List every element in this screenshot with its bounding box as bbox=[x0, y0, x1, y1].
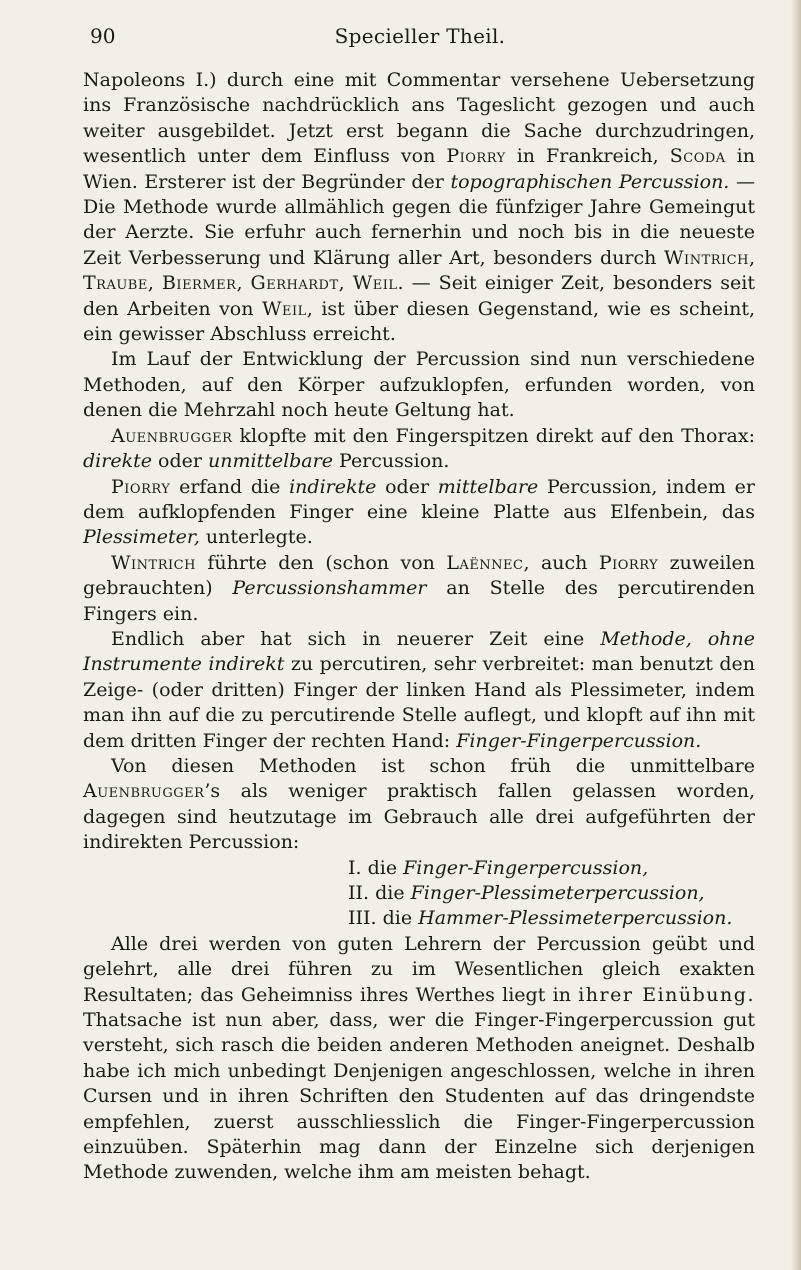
paragraph-wintrich bbox=[83, 551, 755, 627]
running-head: Specieller Theil. bbox=[334, 24, 506, 48]
spaced-emphasis: ihrer Einübung. bbox=[578, 983, 755, 1006]
text-run: Percussion, indem er dem aufklopfenden Finger eine kleine Platte aus Elfenbein, das bbox=[83, 475, 755, 523]
text-run: erfand die bbox=[170, 475, 290, 498]
list-number: II. die bbox=[348, 882, 411, 904]
author-name: Gerhardt bbox=[250, 272, 339, 295]
paragraph-current-use bbox=[83, 754, 755, 856]
text-run: , bbox=[236, 272, 251, 295]
text-run: klopfte mit den Fingerspitzen direkt auf den Thorax: bbox=[232, 424, 755, 447]
author-name: Weil bbox=[262, 297, 307, 320]
emphasis: Percussionshammer bbox=[232, 577, 427, 600]
method-name: Finger-Plessimeterpercussion, bbox=[410, 882, 705, 904]
text-run: zu percutiren, sehr verbreitet: man benutzt den Zeige- (oder dritten) Finger der linken Hand als Plessimeter, indem man ihn auf die zu percutirende Stelle auflegt, und klopft auf ihn mit dem dritten Finger der rechten Hand: bbox=[83, 653, 755, 752]
emphasis: Methode, ohne Instrumente indirekt bbox=[83, 627, 756, 676]
page-header bbox=[90, 24, 750, 52]
author-name: Auenbrugger bbox=[111, 424, 233, 447]
paragraph-recommendation bbox=[83, 932, 755, 1186]
list-number: III. die bbox=[348, 907, 419, 930]
methods-list bbox=[83, 856, 755, 932]
text-run: an Stelle des percutirenden Fingers ein. bbox=[83, 577, 755, 625]
list-item bbox=[348, 856, 755, 881]
text-run: Napoleons I.) durch eine mit Commentar versehene Uebersetzung ins Französische nachdrücklich ans Tageslicht gezogen und auch weiter ausgebildet. Jetzt erst begann die Sache durchzudringen, wesentlich unter dem Einfluss von bbox=[83, 69, 755, 168]
text-run: , bbox=[147, 272, 162, 295]
emphasis: Finger-Fingerpercussion. bbox=[456, 729, 702, 752]
text-run: , bbox=[748, 246, 755, 269]
text-run: , auch bbox=[523, 551, 599, 574]
paragraph-auenbrugger bbox=[83, 424, 755, 475]
page-number: 90 bbox=[90, 24, 116, 48]
text-run: oder bbox=[151, 450, 208, 473]
list-number: I. die bbox=[348, 856, 404, 879]
emphasis: topographischen Percussion. bbox=[450, 170, 730, 193]
text-run: . — Seit einiger Zeit, besonders seit den Arbeiten von bbox=[83, 272, 755, 320]
author-name: Piorry bbox=[446, 145, 506, 168]
emphasis: unmittelbare bbox=[207, 450, 333, 473]
paragraph-piorry bbox=[83, 475, 755, 551]
text-run: in Wien. Ersterer ist der Begründer der bbox=[83, 145, 756, 193]
text-run: Thatsache ist nun aber, dass, wer die Finger-Fingerpercussion gut versteht, sich rasch die beiden anderen Methoden aneignet. Deshalb habe ich mich unbedingt Denjenigen angeschlossen, welche in ihren Cursen und in ihren Schriften den Studenten auf das dringendste empfehlen, zuerst ausschliesslich die Finger-Fingerpercussion einzuüben. Späterhin mag dann der Einzelne sich derjenigen Methode zuwenden, welche ihm am meisten behagt. bbox=[83, 1009, 755, 1184]
text-run: unterlegte. bbox=[199, 526, 313, 549]
text-run: — Die Methode wurde allmählich gegen die fünfziger Jahre Gemeingut der Aerzte. Sie erfuhr auch fernerhin und noch bis in die neueste Zeit Verbesserung und Klärung aller Art, besonders durch bbox=[83, 170, 755, 269]
author-name: Auenbrugger bbox=[83, 780, 205, 803]
text-run: Endlich aber hat sich in neuerer Zeit eine bbox=[111, 627, 601, 650]
text-run: Von diesen Methoden ist schon früh die unmittelbare bbox=[111, 754, 755, 777]
author-name: Wintrich bbox=[111, 551, 196, 574]
author-name: Biermer bbox=[161, 272, 237, 295]
emphasis: mittelbare bbox=[437, 475, 539, 498]
emphasis: direkte bbox=[83, 450, 152, 473]
method-name: Finger-Fingerpercussion, bbox=[403, 856, 649, 879]
author-name: Traube bbox=[83, 272, 148, 295]
paragraph-history bbox=[83, 68, 755, 347]
author-name: Weil bbox=[352, 272, 398, 295]
paragraph-finger-method bbox=[83, 627, 755, 754]
method-name: Hammer-Plessimeterpercussion. bbox=[418, 907, 733, 930]
emphasis: indirekte bbox=[289, 475, 377, 498]
body-text bbox=[83, 68, 755, 1186]
paragraph-methods-intro: Im Lauf der Entwicklung der Percussion sind nun verschiedene Methoden, auf den Körper aufzuklopfen, erfunden worden, von denen die Mehrzahl noch heute Geltung hat. bbox=[83, 348, 755, 422]
list-item bbox=[348, 881, 755, 906]
author-name: Piorry bbox=[111, 475, 171, 498]
author-name: Piorry bbox=[598, 551, 659, 574]
list-item bbox=[348, 906, 755, 931]
author-name: Laënnec bbox=[446, 551, 524, 574]
text-run: , bbox=[338, 272, 353, 295]
text-run: in Frankreich, bbox=[505, 145, 670, 168]
text-run: oder bbox=[376, 475, 438, 498]
text-run: Alle drei werden von guten Lehrern der Percussion geübt und gelehrt, alle drei führen zu im Wesentlichen gleich exakten Resultaten; das Geheimniss ihres Werthes liegt in bbox=[83, 932, 755, 1006]
author-name: Scoda bbox=[669, 145, 726, 168]
text-run: ’s als weniger praktisch fallen gelassen worden, dagegen sind heutzutage im Gebrauch alle drei aufgeführten der indirekten Percussion: bbox=[83, 780, 755, 854]
text-run: Percussion. bbox=[332, 450, 450, 473]
text-run: zuweilen gebrauchten) bbox=[83, 551, 756, 600]
author-name: Wintrich bbox=[664, 246, 749, 269]
text-run: führte den (schon von bbox=[195, 551, 447, 574]
emphasis: Plessimeter, bbox=[83, 526, 200, 549]
page-edge-shadow bbox=[791, 0, 801, 1270]
text-run: , ist über diesen Gegenstand, wie es scheint, ein gewisser Abschluss erreicht. bbox=[83, 297, 755, 346]
